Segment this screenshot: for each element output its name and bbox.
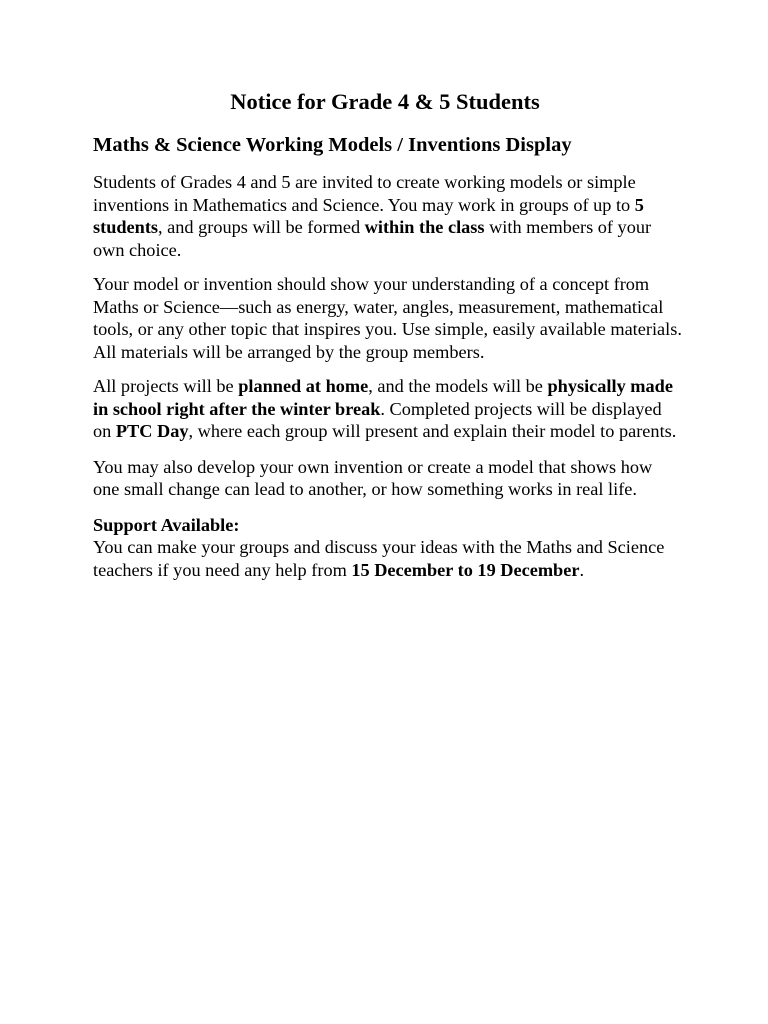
- paragraph-text: with members of your own choice.: [93, 217, 652, 260]
- paragraph-own-invention: You may also develop your own invention or create a model that shows how one small change can lead to another, or how something works in real life.: [93, 456, 653, 499]
- support-heading: Support Available:: [93, 514, 240, 535]
- paragraph-text: . Completed projects will be displayed on: [93, 398, 662, 441]
- paragraph-text: .: [579, 559, 585, 580]
- paragraph-project-schedule: [93, 375, 683, 443]
- paragraph-invitation: [93, 171, 683, 261]
- emphasis-within-class: within the class: [364, 217, 485, 237]
- notice-document: [93, 86, 683, 581]
- paragraph-text: All projects will be: [93, 376, 239, 396]
- paragraph-model-topics: Your model or invention should show your understanding of a concept from Maths or Science—such as energy, water, angles, measurement, mathematical tools, or any other topic that inspires you. Use simple, easily available materials. All materials will be arranged by the group members.: [93, 274, 682, 362]
- paragraph-text: , and the models will be: [368, 376, 548, 396]
- paragraph-text: You can make your groups and discuss your ideas with the Maths and Science teachers if you need any help from: [93, 537, 665, 580]
- paragraph-text: , and groups will be formed: [158, 217, 365, 237]
- emphasis-ptc-day: PTC Day: [115, 421, 189, 441]
- paragraph-text: Students of Grades 4 and 5 are invited to create working models or simple inventions in Mathematics and Science. You may work in groups of up to: [93, 172, 636, 215]
- emphasis-group-size: 5 students: [93, 194, 644, 237]
- emphasis-made-in-school: physically made in school right after the winter break: [93, 376, 673, 419]
- notice-title: Notice for Grade 4 & 5 Students: [230, 89, 540, 114]
- notice-subtitle: Maths & Science Working Models / Inventions Display: [93, 134, 572, 156]
- paragraph-text: , where each group will present and explain their model to parents.: [188, 421, 677, 441]
- emphasis-support-dates: 15 December to 19 December: [351, 559, 580, 580]
- paragraph-support: [93, 514, 683, 582]
- emphasis-planned-at-home: planned at home: [238, 376, 369, 396]
